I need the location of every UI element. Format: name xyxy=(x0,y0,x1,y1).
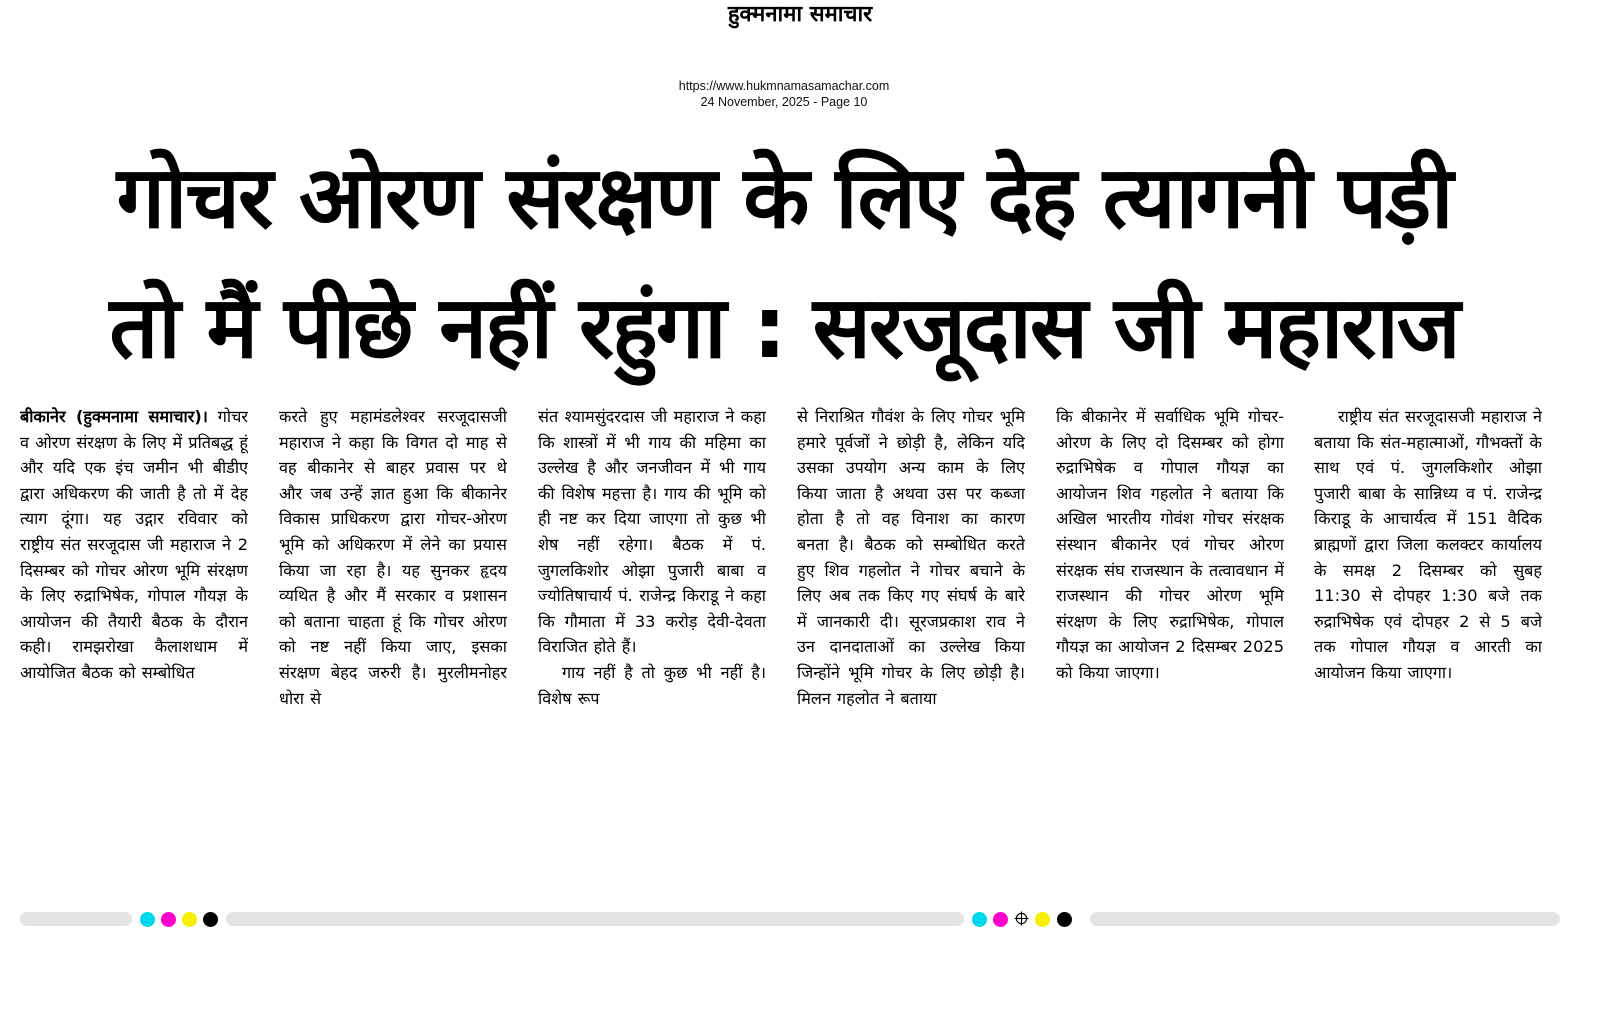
magenta-registration-dot xyxy=(993,912,1008,927)
masthead: हुक्मनामा समाचार xyxy=(727,2,873,27)
article-column-4 xyxy=(797,404,1025,894)
column-3-text-b: गाय नहीं है तो कुछ भी नहीं है। विशेष रूप xyxy=(538,662,766,708)
article-column-2 xyxy=(279,404,507,894)
column-4-text: से निराश्रित गौवंश के लिए गोचर भूमि हमारे पूर्वजों ने छोड़ी है, लेकिन यदि उसका उपयोग अन्य काम के लिए किया जाता है अथवा उस पर कब्जा होता है तो वह विनाश का कारण बनता है। बैठक को सम्बोधित करते हुए शिव गहलोत ने गोचर बचाने के लिए अब तक किए गए संघर्ष के बारे में जानकारी दी। सूरजप्रकाश राव ने उन दानदाताओं का उल्लेख किया जिन्होंने भूमि गोचर के लिए छोड़ी है। मिलन गहलोत ने बताया xyxy=(797,407,1025,708)
source-info xyxy=(0,78,1568,110)
article-column-3 xyxy=(538,404,766,894)
article-column-1 xyxy=(20,404,248,894)
registration-bar-left xyxy=(20,912,132,926)
yellow-registration-dot xyxy=(182,912,197,927)
article-column-5 xyxy=(1056,404,1284,894)
registration-crosshair-icon xyxy=(1014,911,1029,926)
registration-bar-middle xyxy=(226,912,964,926)
headline-line-2: तो मैं पीछे नहीं रहुंगा : सरजूदास जी महाराज xyxy=(109,278,1459,378)
yellow-registration-dot xyxy=(1035,912,1050,927)
article-body xyxy=(20,404,1565,894)
black-registration-dot xyxy=(203,912,218,927)
magenta-registration-dot xyxy=(161,912,176,927)
column-3-text-a: संत श्यामसुंदरदास जी महाराज ने कहा कि शास्त्रों में भी गाय की महिमा का उल्लेख है और जनजीवन में भी गाय की विशेष महत्ता है। गाय की भूमि को ही नष्ट कर दिया जाएगा तो कुछ भी शेष नहीं रहेगा। बैठक में पं. जुगलकिशोर ओझा पुजारी बाबा व ज्योतिषाचार्य पं. राजेन्द्र किराडू ने कहा कि गौमाता में 33 करोड़ देवी-देवता विराजित होते हैं। xyxy=(538,407,766,657)
date-page: 24 November, 2025 - Page 10 xyxy=(700,95,868,109)
headline-line-1: गोचर ओरण संरक्षण के लिए देह त्यागनी पड़ी xyxy=(116,148,1452,248)
cyan-registration-dot xyxy=(140,912,155,927)
column-2-text: करते हुए महामंडलेश्वर सरजूदासजी महाराज ने कहा कि विगत दो माह से वह बीकानेर से बाहर प्रवास पर थे और जब उन्हें ज्ञात हुआ कि बीकानेर विकास प्राधिकरण द्वारा गोचर-ओरण भूमि को अधिकरण में लेने का प्रयास किया जा रहा है। यह सुनकर हृदय व्यथित है और मैं सरकार व प्रशासन को बताना चाहता हूं कि गोचर ओरण को नष्ट नहीं किया जाए, इसका संरक्षण बेहद जरुरी है। मुरलीमनोहर धोरा से xyxy=(279,407,507,708)
column-5-text: कि बीकानेर में सर्वाधिक भूमि गोचर-ओरण के लिए दो दिसम्बर को होगा रुद्राभिषेक व गोपाल गौयज्ञ का आयोजन शिव गहलोत ने बताया कि अखिल भारतीय गोवंश गोचर संरक्षक संस्थान बीकानेर एवं गोचर ओरण संरक्षक संघ राजस्थान के तत्वावधान में राजस्थान की गोचर ओरण भूमि संरक्षण के लिए रुद्राभिषेक, गोपाल गौयज्ञ का आयोजन 2 दिसम्बर 2025 को किया जाएगा। xyxy=(1056,407,1284,682)
dateline: बीकानेर (हुक्मनामा समाचार)। xyxy=(20,407,208,426)
cyan-registration-dot xyxy=(972,912,987,927)
registration-bar-right xyxy=(1090,912,1560,926)
column-1-text: गोचर व ओरण संरक्षण के लिए में प्रतिबद्ध हूं और यदि एक इंच जमीन भी बीडीए द्वारा अधिकरण की जाती है तो में देह त्याग दूंगा। यह उद्गार रविवार को राष्ट्रीय संत सरजूदास जी महाराज ने 2 दिसम्बर को गोचर ओरण भूमि संरक्षण के लिए रुद्राभिषेक, गोपाल गौयज्ञ के आयोजन की तैयारी बैठक के दौरान कही। रामझरोखा कैलाशधाम में आयोजित बैठक को सम्बोधित xyxy=(20,407,248,682)
article-column-6 xyxy=(1314,404,1542,894)
black-registration-dot xyxy=(1057,912,1072,927)
source-url[interactable]: https://www.hukmnamasamachar.com xyxy=(678,79,890,93)
column-6-text: राष्ट्रीय संत सरजूदासजी महाराज ने बताया कि संत-महात्माओं, गौभक्तों के साथ एवं पं. जुगलकिशोर ओझा पुजारी बाबा के सान्निध्य व पं. राजेन्द्र किराडू के आचार्यत्व में 151 वैदिक ब्राह्मणों द्वारा जिला कलक्टर कार्यालय के समक्ष 2 दिसम्बर को सुबह 11:30 से दोपहर 1:30 बजे तक रुद्राभिषेक एवं दोपहर 2 से 5 बजे तक गोपाल गौयज्ञ व आरती का आयोजन किया जाएगा। xyxy=(1314,407,1542,682)
